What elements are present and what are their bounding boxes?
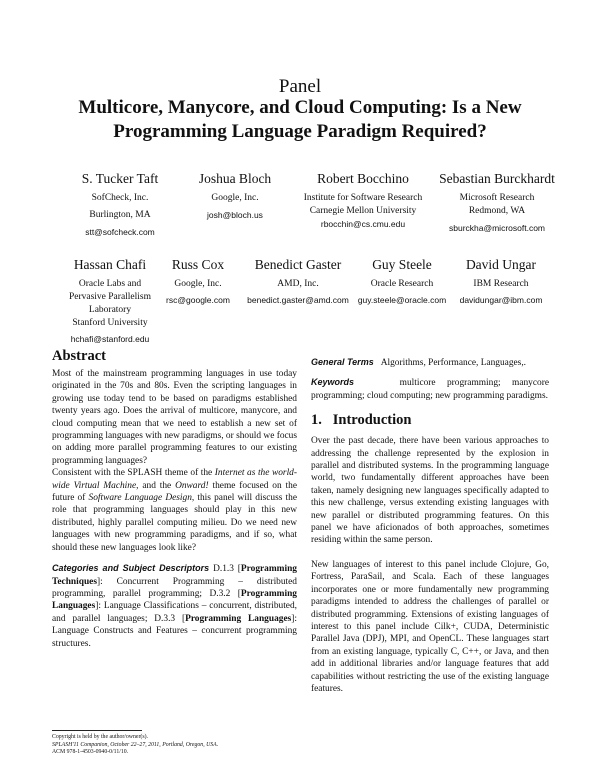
author-name: Benedict Gaster — [254, 257, 342, 272]
author-name: Sebastian Burckhardt — [439, 171, 555, 186]
author-email[interactable]: rbocchin@cs.cmu.edu — [320, 219, 406, 229]
author-affiliation: SofCheck, Inc. — [91, 193, 149, 203]
panel-label: Panel — [278, 76, 322, 97]
author-email[interactable]: hchafi@stanford.edu — [70, 334, 150, 344]
author-email[interactable]: rsc@google.com — [166, 295, 230, 305]
categories-block — [52, 562, 297, 650]
author-email[interactable]: benedict.gaster@amd.com — [247, 295, 349, 305]
author-name: David Ungar — [465, 257, 537, 272]
right-column — [311, 356, 549, 695]
author-affiliation: Oracle Research — [370, 279, 434, 289]
text-run: theme focused on the future of — [52, 480, 297, 504]
abstract-paragraph-2 — [52, 467, 297, 554]
abstract-body — [52, 368, 297, 554]
left-column — [52, 348, 297, 650]
author-affiliation: Laboratory — [88, 305, 132, 315]
author-taft — [55, 170, 185, 239]
abstract-heading: Abstract — [52, 348, 106, 364]
footnote-rule — [52, 730, 142, 731]
author-email[interactable]: guy.steele@oracle.com — [357, 295, 447, 305]
keywords-text: multicore programming; manycore programming; cloud computing; new programming paradigms. — [311, 378, 549, 401]
text-run: Consistent with the SPLASH theme of the — [52, 468, 215, 479]
bold-run: Programming Languages — [185, 613, 292, 624]
text-run: , this panel will discuss the role that programming languages should play in this new distributed, highly parallel computing milieu. Do we need new languages with new programming paradigms, and if so, what should these new languages look like? — [52, 493, 297, 553]
introduction-body — [311, 435, 549, 695]
author-affiliation: Google, Inc. — [174, 279, 222, 289]
author-name: Hassan Chafi — [73, 257, 147, 272]
author-affiliation: Microsoft Research — [459, 193, 535, 203]
keywords-label: Keywords — [311, 377, 355, 388]
author-email[interactable]: sburckha@microsoft.com — [448, 223, 545, 233]
intro-paragraph-2: New languages of interest to this panel include Clojure, Go, Fortress, ParaSail, and Scala. Each of these languages incorporates one or more fundamentally new programming paradigms intended to address the challenges of parallel or distributed programming. Extensions of existing languages of interest to this panel include Cilk+, CUDA, Deterministic Parallel Java (DPJ), MPI, and OpenCL. These languages start from an existing language, typically C, C++, or Java, and then add in additional libraries and/or language features that add capabilities without restricting the use of the existing language features. — [311, 559, 549, 694]
footnote-line: SPLASH'11 Companion, October 22–27, 2011, Portland, Oregon, USA. — [52, 741, 219, 748]
footnote-line: Copyright is held by the author/owner(s). — [52, 734, 148, 740]
author-affiliation: Pervasive Parallelism — [68, 292, 152, 302]
author-name: Joshua Bloch — [198, 171, 272, 186]
introduction-heading: 1. Introduction — [311, 412, 412, 429]
author-location: Redmond, WA — [468, 206, 526, 216]
paper-title: Multicore, Manycore, and Cloud Computing: Is a New Programming Language Paradigm Required? — [78, 97, 522, 142]
text-run: ]: Language Constructs and Features – concurrent programming structures. — [52, 613, 297, 649]
footnote-line: ACM 978-1-4503-0940-0/11/10. — [52, 749, 129, 755]
general-terms-text: Algorithms, Performance, Languages,. — [380, 358, 527, 368]
author-name: Robert Bocchino — [317, 171, 409, 186]
author-affiliation: Google, Inc. — [211, 193, 259, 203]
italic-run: Internet as the world-wide Virtual Machine — [52, 468, 297, 491]
author-affiliation: AMD, Inc. — [277, 279, 319, 289]
author-affiliation: Oracle Labs and — [78, 279, 142, 289]
abstract-paragraph-1: Most of the mainstream programming languages in use today originated in the 70s and 80s. Even the scripting languages in growing use today tend to be based on paradigms established twenty years ago. Does the arrival of multicore, manycore, and cloud computing mean that we need to establish a new set of programming languages with new paradigms, or should we focus on adding more parallel programming features to our existing programming languages? — [52, 369, 297, 466]
italic-run: Software Language Design — [88, 493, 192, 504]
author-affiliation: Institute for Software Research — [303, 193, 423, 203]
author-name: Russ Cox — [171, 257, 225, 272]
author-email[interactable]: davidungar@ibm.com — [459, 295, 543, 305]
text-run: D.1.3 [ — [213, 564, 241, 575]
author-location: Burlington, MA — [89, 210, 151, 220]
author-gaster — [242, 256, 354, 307]
author-cox — [158, 256, 238, 307]
author-affiliation: Stanford University — [72, 318, 148, 328]
keywords — [311, 376, 549, 402]
author-ungar — [451, 256, 551, 307]
author-affiliation: Carnegie Mellon University — [309, 206, 417, 216]
intro-paragraph-1: Over the past decade, there have been various approaches to addressing the challenge represented by the explosion in parallel and distributed systems. In the programming language world, two fundamentally different approaches have been taken, namely designing new languages specifically adapted to this new challenge, versus extending existing languages with new parallel or distributed programming features. On this panel we have aficionados of both approaches, sometimes residing within the same person. — [311, 436, 549, 546]
author-steele — [354, 256, 450, 307]
author-email[interactable]: stt@sofcheck.com — [85, 227, 155, 237]
general-terms — [311, 356, 549, 369]
text-run: ]: Language Classifications – concurrent, distributed, and parallel languages; D.3.3 [ — [52, 601, 297, 624]
author-name: Guy Steele — [372, 257, 432, 272]
author-bloch — [180, 170, 290, 222]
general-terms-label: General Terms — [311, 357, 374, 367]
author-burckhardt — [422, 170, 572, 235]
categories-label: Categories and Subject Descriptors — [52, 563, 210, 574]
bold-run: Programming Languages — [52, 588, 297, 612]
author-chafi — [50, 256, 170, 346]
author-email[interactable]: josh@bloch.us — [207, 210, 263, 220]
author-bocchino — [293, 170, 433, 231]
text-run: , and the — [136, 480, 176, 491]
copyright-footnote — [52, 734, 297, 757]
italic-run: Onward! — [175, 480, 209, 491]
text-run: ]: Concurrent Programming – distributed programming, parallel programming; D.3.2 [ — [52, 576, 297, 599]
author-affiliation: IBM Research — [473, 279, 529, 289]
bold-run: Programming Techniques — [52, 564, 297, 587]
author-name: S. Tucker Taft — [81, 171, 159, 186]
